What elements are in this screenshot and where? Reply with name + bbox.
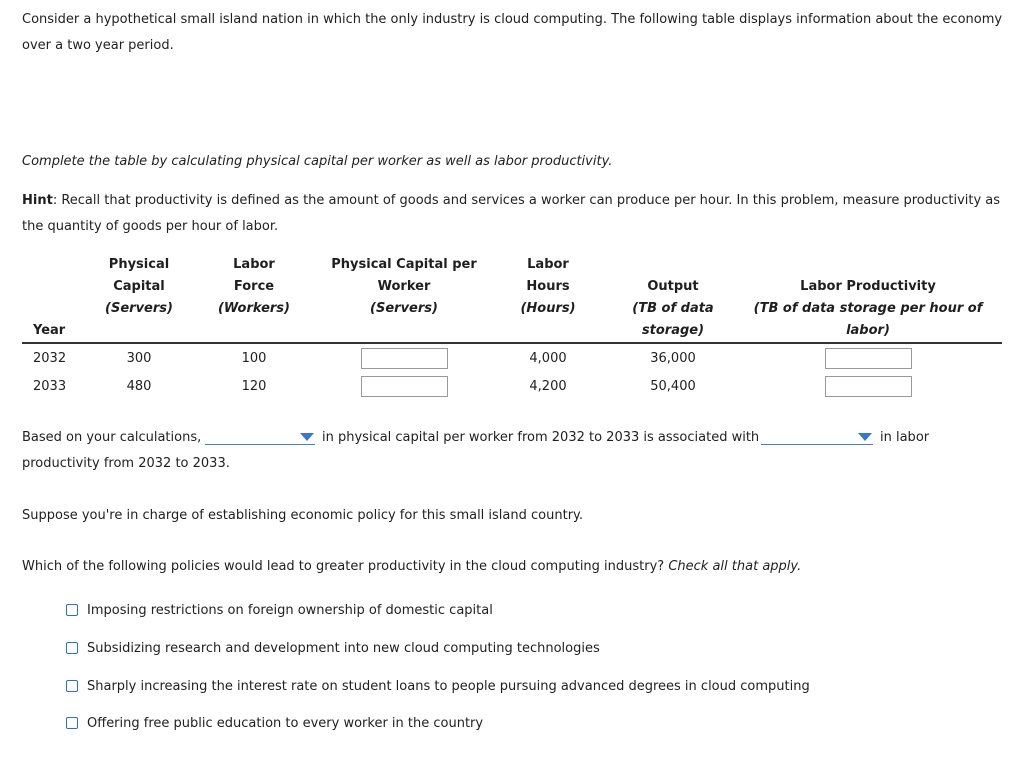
cell-capital-per-worker [324, 372, 484, 400]
intro-text: Consider a hypothetical small island nation in which the only industry is cloud computing. The following table displays information about the economy over a two year period. [22, 12, 1003, 53]
cell-year: 2033 [33, 378, 67, 394]
policy-question-text: Which of the following policies would lead to greater productivity in the cloud computing industry? [22, 559, 669, 574]
header-output-unit-line1: (TB of data [632, 301, 714, 316]
header-output-unit-line2: storage) [641, 323, 705, 338]
header-prod-unit-line2: labor) [846, 323, 890, 338]
header-physical-capital [94, 254, 184, 343]
policy-option-2[interactable] [66, 639, 600, 657]
chevron-down-icon [300, 433, 314, 441]
checkbox[interactable] [66, 604, 78, 616]
checkbox[interactable] [66, 717, 78, 729]
checkbox[interactable] [66, 680, 78, 692]
cell-labor-force: 120 [241, 378, 267, 394]
calc-text-part3: in labor [880, 430, 930, 445]
calc-text-part2: in physical capital per worker from 2032 to 2033 is associated with [322, 430, 760, 445]
policy-question [22, 554, 801, 580]
header-output-line1: Output [647, 279, 699, 294]
productivity-input-2032[interactable] [825, 348, 912, 369]
header-hours-line1: Labor [527, 257, 569, 272]
cell-productivity [734, 372, 1002, 400]
cell-capital-per-worker [324, 343, 484, 372]
header-labor-force [184, 254, 324, 343]
policy-option-4[interactable] [66, 714, 483, 732]
calc-text-part1: Based on your calculations, [22, 430, 202, 445]
header-capital-line1: Physical [108, 257, 170, 272]
header-capital-line2: Capital [113, 279, 165, 294]
instruction-text: Complete the table by calculating physical capital per worker as well as labor productivity. [22, 154, 613, 169]
cell-labor-force: 100 [241, 350, 267, 366]
header-labor-unit: (Workers) [217, 301, 290, 316]
header-hours-unit: (Hours) [520, 301, 576, 316]
capital-per-worker-input-2033[interactable] [361, 376, 448, 397]
cell-capital: 300 [126, 350, 152, 366]
header-labor-line2: Force [233, 279, 275, 294]
cell-labor-hours: 4,200 [529, 378, 567, 394]
cell-output: 50,400 [650, 378, 696, 394]
header-prod-unit-line1: (TB of data storage per hour of [753, 301, 983, 316]
policy-option-label: Sharply increasing the interest rate on student loans to people pursuing advanced degrees in cloud computing [87, 678, 810, 694]
table-row [22, 343, 1002, 372]
table-row [22, 372, 1002, 400]
hint-body: : Recall that productivity is defined as the amount of goods and services a worker can produce per hour. In this problem, measure productivity as the quantity of goods per hour of labor. [22, 193, 1001, 234]
hint-text [22, 188, 1007, 240]
productivity-change-dropdown[interactable] [761, 430, 873, 445]
header-capital-per-worker [324, 254, 484, 343]
cell-year: 2032 [33, 350, 67, 366]
calc-text-part4: productivity from 2032 to 2033. [22, 456, 230, 471]
header-pcpw-unit: (Servers) [370, 301, 438, 316]
header-labor-hours [484, 254, 612, 343]
header-pcpw-line2: Worker [377, 279, 431, 294]
header-year: Year [33, 323, 66, 338]
productivity-input-2033[interactable] [825, 376, 912, 397]
policy-option-label: Subsidizing research and development into new cloud computing technologies [87, 640, 600, 656]
policy-option-1[interactable] [66, 601, 493, 619]
economy-table [22, 254, 1002, 400]
hint-label: Hint [22, 193, 53, 208]
header-hours-line2: Hours [526, 279, 570, 294]
header-output [612, 254, 734, 343]
header-labor-productivity [734, 254, 1002, 343]
chevron-down-icon [858, 433, 872, 441]
cell-output: 36,000 [650, 350, 696, 366]
header-capital-unit: (Servers) [105, 301, 173, 316]
header-labor-line1: Labor [233, 257, 275, 272]
policy-option-label: Imposing restrictions on foreign ownership of domestic capital [87, 602, 493, 618]
capital-per-worker-input-2032[interactable] [361, 348, 448, 369]
checkbox[interactable] [66, 642, 78, 654]
header-pcpw-line1: Physical Capital per [331, 257, 477, 272]
policy-question-emphasis: Check all that apply. [668, 559, 802, 574]
policy-option-3[interactable] [66, 677, 810, 695]
cell-productivity [734, 343, 1002, 372]
capital-change-dropdown[interactable] [205, 430, 315, 445]
header-prod-line1: Labor Productivity [800, 279, 936, 294]
suppose-text: Suppose you're in charge of establishing economic policy for this small island country. [22, 508, 584, 523]
cell-labor-hours: 4,000 [529, 350, 567, 366]
cell-capital: 480 [126, 378, 152, 394]
policy-option-label: Offering free public education to every worker in the country [87, 715, 484, 731]
table-header-row [22, 254, 1002, 343]
